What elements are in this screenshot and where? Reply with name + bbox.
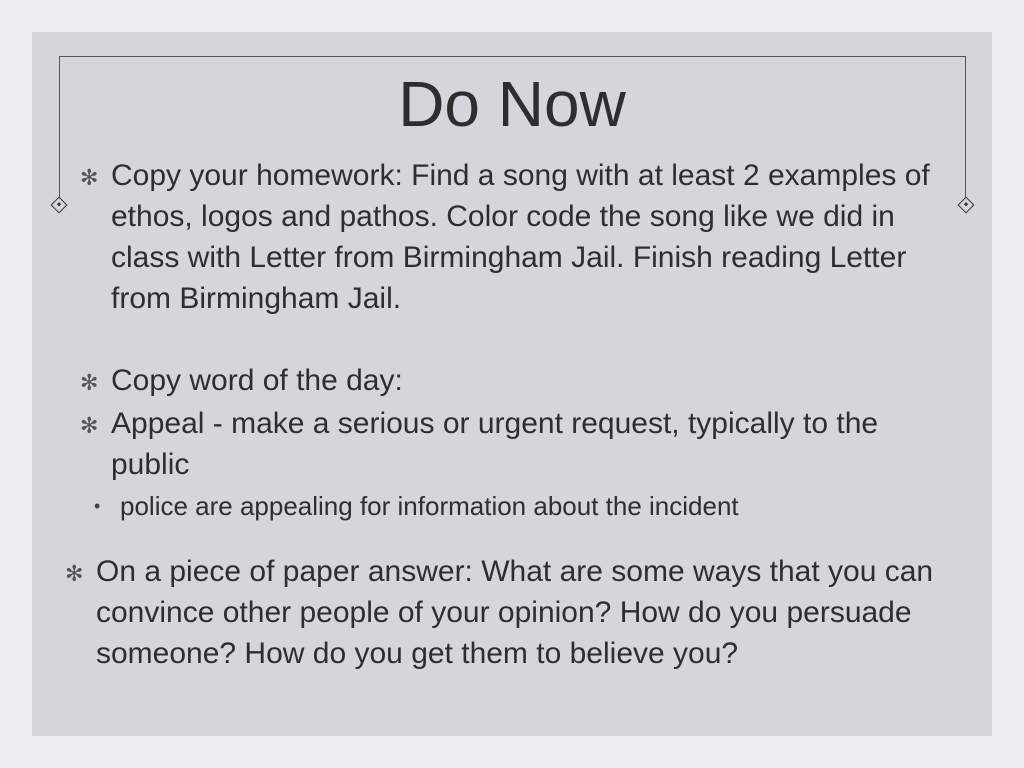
asterisk-bullet-icon: ✻ (65, 561, 84, 586)
asterisk-bullet-icon: ✻ (80, 370, 99, 395)
asterisk-bullet-icon: ✻ (80, 413, 99, 438)
bullet-example (94, 489, 940, 523)
bullet-text: Appeal - make a serious or urgent request, typically to the public (111, 407, 879, 481)
bullet-definition (80, 403, 951, 485)
bullet-text: On a piece of paper answer: What are some ways that you can convince other people of your opinion? How do you persuade someone? How do you get them to believe you? (96, 555, 934, 670)
bullet-text: Copy word of the day: (111, 364, 403, 397)
bullet-word-of-day (80, 360, 931, 401)
bullet-question (65, 551, 956, 674)
slide-title: Do Now (398, 68, 626, 140)
dot-bullet-icon: • (94, 496, 101, 516)
asterisk-bullet-icon: ✻ (80, 165, 99, 190)
bullet-text: police are appealing for information about the incident (120, 491, 739, 521)
bullet-homework (80, 155, 931, 319)
bullet-text: Copy your homework: Find a song with at least 2 examples of ethos, logos and pathos. Color code the song like we did in class with Letter from Birmingham Jail. Finish reading Letter from Birmingham Jail. (111, 159, 930, 315)
